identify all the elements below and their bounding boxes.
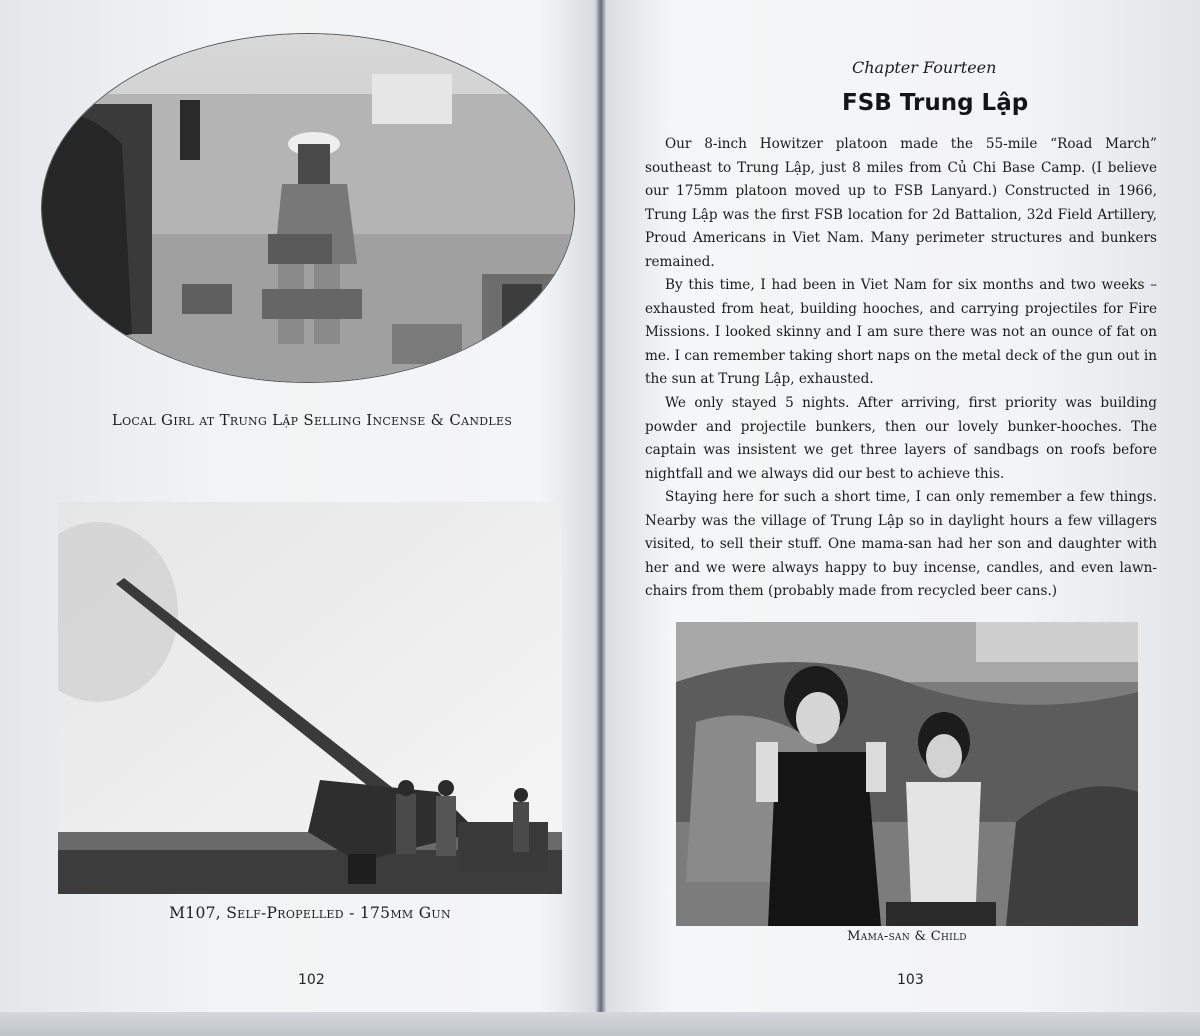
page-bottom-edge	[0, 1012, 1200, 1036]
book-gutter	[596, 0, 606, 1036]
photo-local-girl	[42, 34, 574, 382]
photo-m107-gun	[58, 502, 562, 894]
paragraph-1: Our 8-inch Howitzer platoon made the 55-mile “Road March” southeast to Trung Lập, just 8 miles from Củ Chi Base Camp. (I believe our 175mm platoon moved up to FSB Lanyard.) Constructed in 1966, Trung Lập was the first FSB location for 2d Battalion, 32d Field Artillery, Proud Americans in Viet Nam. Many perimeter structures and bunkers remained.	[645, 136, 1157, 270]
chapter-heading: Chapter Fourteen	[852, 58, 997, 77]
caption-m107-gun: M107, Self-Propelled - 175mm Gun	[169, 904, 451, 922]
chapter-title: FSB Trung Lập	[842, 90, 1029, 116]
body-text	[645, 133, 1157, 604]
photo-mama-san-child	[676, 622, 1138, 926]
paragraph-3: We only stayed 5 nights. After arriving, first priority was building powder and projectile bunkers, then our lovely bunker-hooches. The captain was insistent we get three layers of sandbags on roofs before nightfall and we always did our best to achieve this.	[645, 395, 1157, 482]
paragraph-2: By this time, I had been in Viet Nam for six months and two weeks – exhausted from heat, building hooches, and carrying projectiles for Fire Missions. I looked skinny and I am sure there was not an ounce of fat on me. I can remember taking short naps on the metal deck of the gun out in the sun at Trung Lập, exhausted.	[645, 277, 1157, 388]
page-number-right: 103	[897, 972, 924, 988]
caption-mama-san-child: Mama-san & Child	[847, 929, 967, 944]
paragraph-4: Staying here for such a short time, I can only remember a few things. Nearby was the village of Trung Lập so in daylight hours a few villagers visited, to sell their stuff. One mama-san had her son and daughter with her and we were always happy to buy incense, candles, and even lawn-chairs from them (probably made from recycled beer cans.)	[645, 489, 1157, 600]
caption-local-girl: Local Girl at Trung Lập Selling Incense & Candles	[111, 411, 513, 429]
page-number-left: 102	[298, 972, 325, 988]
